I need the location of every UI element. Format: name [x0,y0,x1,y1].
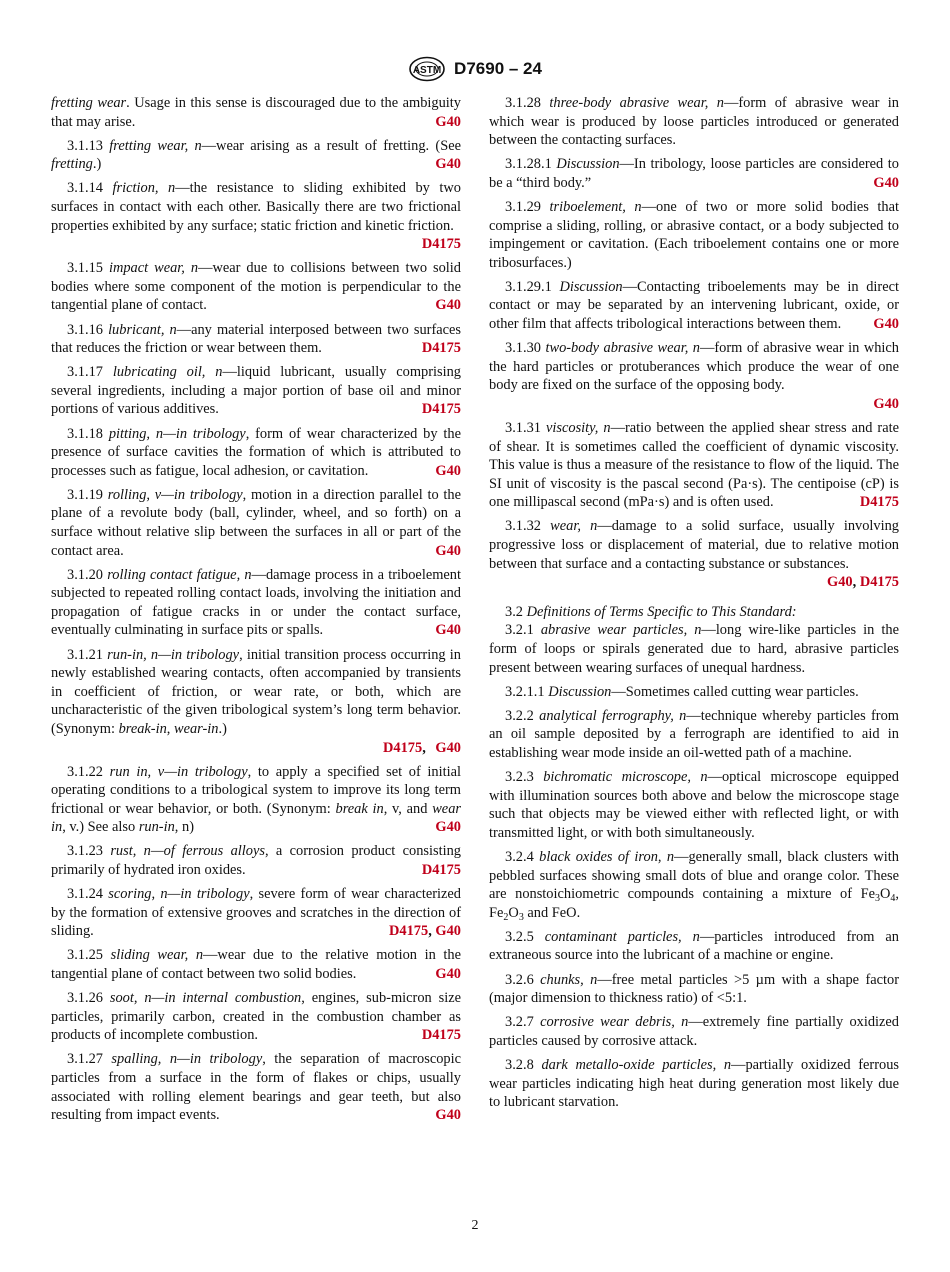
definition-entry: 3.2.8 dark metallo-oxide particles, n—partially oxidized ferrous wear particles indicating high heat during generation most likely due to lubricant starvation. [489,1056,899,1111]
definition-entry: 3.1.30 two-body abrasive wear, n—form of abrasive wear in which the hard particles or protuberances which produce the wear of one body are fixed on the surface of the opposing body. [489,340,899,394]
ref-link[interactable]: D4175 [421,236,461,253]
discussion-entry: 3.1.29.1 Discussion—Contacting triboelements may be in direct contact or may be separated by an intervening lubricant, oxide, or other film that affects tribological interactions between them. G40 [489,278,899,333]
ref-link[interactable]: G40 [435,739,461,756]
ref-link[interactable]: D4175 [421,1027,461,1044]
definition-entry: 3.1.23 rust, n—of ferrous alloys, a corrosion product consisting primarily of hydrated iron oxides. D4175 [51,843,461,879]
designation: D7690 – 24 [454,59,542,78]
definition-entry: 3.1.29 triboelement, n—one of two or more solid bodies that comprise a sliding, rolling, or abrasive contact, or a body subjected to impingement or cavitation. (Each triboelement contains one or more tribosurfaces.) [489,198,899,271]
ref-line: D4175, G40 [383,739,461,756]
ref-link[interactable]: G40 [435,1107,461,1124]
ref-link[interactable]: G40 [435,462,461,479]
definition-entry: 3.1.13 fretting wear, n—wear arising as a result of fretting. (See fretting.) G40 [51,137,461,173]
ref-link[interactable]: G40 [873,316,899,333]
definition-entry: 3.1.14 friction, n—the resistance to sliding exhibited by two surfaces in contact with each other. Basically there are two frictional properties exhibited by any surface; static friction and kinetic friction. D4175 [51,180,461,253]
definition-entry: 3.1.21 run-in, n—in tribology, initial transition process occurring in newly established wearing contacts, often accompanied by transients in coefficient of friction, or wear rate, or both, which are uncharacteristic of the given tribological system’s long term behavior. (Synonym: break-in, wear-in.) [51,646,461,737]
definition-entry: 3.1.28 three-body abrasive wear, n—form of abrasive wear in which wear is produced by loose particles introduced or generated between the contacting surfaces. [489,95,899,149]
astm-logo-icon [408,56,446,82]
definition-entry: 3.1.22 run in, v—in tribology, to apply a specified set of initial operating conditions to a tribological system to improve its long term frictional or wear behavior, or both. (Synonym: break in, v, and wear in, v.) See also run-in, n) G40 [51,763,461,836]
left-column [51,94,461,1130]
definition-entry: 3.1.18 pitting, n—in tribology, form of wear characterized by the presence of surface cavities the formation of which is attributed to processes such as fatigue, local adhesion, or cavitation. G40 [51,425,461,479]
section-heading: 3.2 Definitions of Terms Specific to This Standard: [505,603,797,620]
ref-link[interactable]: D4175 [383,739,423,756]
ref-link[interactable]: D4175 [389,923,429,940]
ref-link[interactable]: D4175 [421,862,461,879]
ref-link[interactable]: D4175 [859,494,899,511]
definition-entry: 3.1.26 soot, n—in internal combustion, engines, sub-micron size particles, primarily carbon, created in the combustion chamber as products of incomplete combustion. D4175 [51,990,461,1044]
astm-logo-text: ASTM [412,65,442,76]
definition-entry: 3.1.17 lubricating oil, n—liquid lubricant, usually comprising several ingredients, including a major portion of base oil and minor portions of various additives. D4175 [51,364,461,418]
ref-pair: G40, D4175 [827,574,899,591]
ref-link[interactable]: G40 [873,395,899,412]
definition-entry: 3.2.1 abrasive wear particles, n—long wire-like particles in the form of loops or spirals generated due to hard, abrasive particles present between wearing surfaces of unequal hardness. [489,622,899,676]
definition-entry: 3.1.20 rolling contact fatigue, n—damage process in a triboelement subjected to repeated rolling contact loads, involving the initiation and propagation of fatigue cracks in or under the contact surface, eventually culminating in surface pits or spalls. G40 [51,566,461,639]
definition-entry: fretting wear. Usage in this sense is discouraged due to the ambiguity that may arise. G40 [51,95,462,130]
page-number: 2 [471,1218,479,1233]
definition-entry: 3.1.31 viscosity, n—ratio between the applied shear stress and rate of shear. It is sometimes called the coefficient of dynamic viscosity. This value is thus a measure of the resistance to flow of the liquid. The SI unit of viscosity is the pascal second (Pa·s). The centipoise (cP) is one millipascal second (mPa·s) and is often used. D4175 [489,420,899,511]
definition-entry: 3.2.3 bichromatic microscope, n—optical microscope equipped with illumination sources both above and below the microscope stage such that objects may be viewed either with reflected light, or with transmitted light, or with both simultaneously. [489,769,899,841]
ref-line [489,395,899,414]
definition-entry: 3.1.16 lubricant, n—any material interposed between two surfaces that reduces the friction or wear between them. D4175 [51,321,461,357]
definition-entry: 3.2.6 chunks, n—free metal particles >5 µm with a shape factor (major dimension to thickness ratio) of <5:1. [489,971,899,1007]
definition-entry: 3.1.24 scoring, n—in tribology, severe form of wear characterized by the formation of extensive grooves and scratches in the direction of sliding. D4175, G40 [51,886,461,940]
definition-entry: 3.2.7 corrosive wear debris, n—extremely fine partially oxidized particles caused by corrosive attack. [489,1014,899,1049]
definition-entry: 3.2.4 black oxides of iron, n—generally small, black clusters with pebbled surfaces showing small dots of blue and orange color. These are nonstoichiometric compounds containing a mixture of $Fe_3O_4$, $Fe_2O_3$ and FeO. [489,848,899,923]
ref-link[interactable]: G40 [435,966,461,983]
ref-link[interactable]: G40 [435,622,461,639]
ref-link[interactable]: D4175 [421,401,461,418]
ref-link[interactable]: G40 [435,156,461,173]
definition-entry: 3.1.19 rolling, v—in tribology, motion in a direction parallel to the plane of a revolute body (ball, cylinder, wheel, and so forth) on a surface without relative slip between the surfaces in all or part of the contact area. G40 [51,486,461,559]
ref-pair: D4175, G40 [389,923,461,940]
ref-link[interactable]: D4175 [859,574,899,591]
definition-entry: 3.1.32 wear, n—damage to a solid surface, usually involving progressive loss or displacement of material, due to relative motion between that surface and a contacting substance or substances. G40, D4175 [489,518,900,591]
definition-entry: 3.2.2 analytical ferrography, n—technique whereby particles from an oil sample deposited by a ferrograph are identified to aid in establishing wear mode inside an oil-wetted path of a machine. [489,707,899,761]
page-header [0,56,950,82]
ref-link[interactable]: G40 [435,923,461,940]
ref-link[interactable]: G40 [435,297,461,314]
definition-entry: 3.1.25 sliding wear, n—wear due to the relative motion in the tangential plane of contact between two solid bodies. G40 [51,947,461,983]
discussion-entry: 3.2.1.1 Discussion—Sometimes called cutting wear particles. [505,683,859,700]
ref-link[interactable]: D4175 [421,340,461,357]
ref-link[interactable]: G40 [435,542,461,559]
ref-link[interactable]: G40 [827,574,853,591]
discussion-entry: 3.1.28.1 Discussion—In tribology, loose particles are considered to be a “third body.” G40 [489,156,899,191]
definition-entry: 3.1.15 impact wear, n—wear due to collisions between two solid bodies where some component of the motion is perpendicular to the tangential plane of contact. G40 [51,260,461,314]
ref-link[interactable]: G40 [435,819,461,836]
ref-link[interactable]: G40 [873,174,899,191]
right-column [489,94,899,1117]
definition-entry: 3.1.27 spalling, n—in tribology, the separation of macroscopic particles from a surface in the form of flakes or chips, usually associated with rolling element bearings and gear teeth, but also resulting from impact events. G40 [51,1051,461,1124]
definition-entry: 3.2.5 contaminant particles, n—particles introduced from an extraneous source into the lubricant of a machine or engine. [489,928,899,964]
ref-link[interactable]: G40 [435,113,461,130]
